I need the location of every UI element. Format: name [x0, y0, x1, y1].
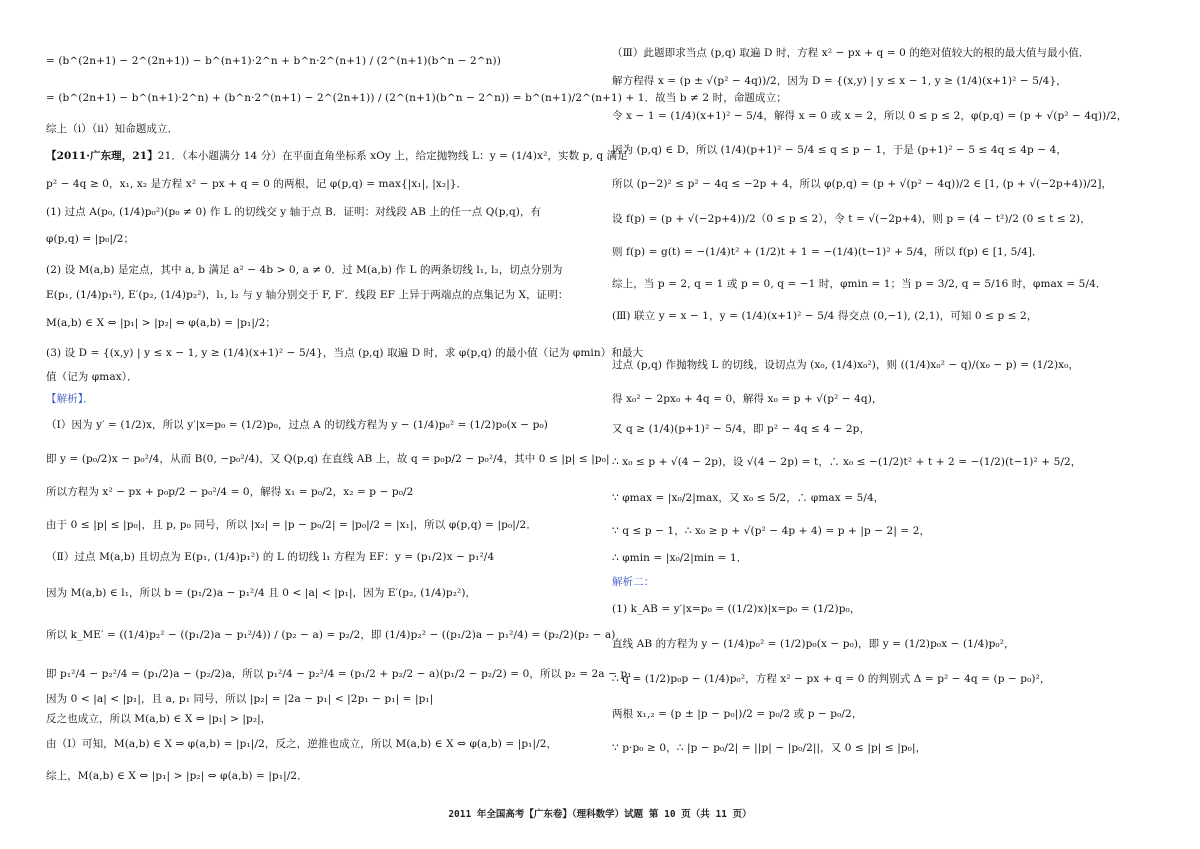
equation-line: = (b^(2n+1) − b^(n+1)·2^n) + (b^n·2^(n+1) − 2^(2n+1)) / (2^(n+1)(b^n − 2^n)) = b^(n+1)/2^(n+1) + 1．故当 b ≠ 2 时，命题成立；	[46, 92, 787, 104]
solution-line: 综上，M(a,b) ∈ X ⇔ |p₁| > |p₂| ⇔ φ(a,b) = |p₁|/2．	[46, 770, 308, 782]
solution-line: ∴ q = (1/2)p₀p − (1/4)p₀²，方程 x² − px + q = 0 的判别式 Δ = p² − 4q = (p − p₀)²，	[612, 673, 1051, 685]
solution-line: 得 x₀² − 2px₀ + 4q = 0，解得 x₀ = p + √(p² − 4q)，	[612, 393, 883, 405]
solution-line: 因为 M(a,b) ∈ l₁，所以 b = (p₁/2)a − p₁²/4 且 0 < |a| < |p₁|，因为 E′(p₂, (1/4)p₂²)，	[46, 587, 477, 599]
solution-line: 综上，当 p = 2, q = 1 或 p = 0, q = −1 时，φmin = 1；当 p = 3/2, q = 5/16 时，φmax = 5/4．	[612, 278, 1107, 290]
solution-line: 由于 0 ≤ |p| ≤ |p₀|，且 p, p₀ 同号，所以 |x₂| = |p − p₀/2| = |p₀|/2 = |x₁|，所以 φ(p,q) = |p₀|/2．	[46, 519, 537, 531]
solution-line: 所以 (p−2)² ≤ p² − 4q ≤ −2p + 4，所以 φ(p,q) = (p + √(p² − 4q))/2 ∈ [1, (p + √(−2p+4))/2]，	[612, 178, 1113, 190]
solution-line: (Ⅲ) 联立 y = x − 1，y = (1/4)(x+1)² − 5/4 得交点 (0,−1), (2,1)，可知 0 ≤ p ≤ 2，	[612, 310, 1038, 322]
solution-line: （Ⅲ）此题即求当点 (p,q) 取遍 D 时，方程 x² − px + q = 0 的绝对值较大的根的最大值与最小值．	[612, 47, 1090, 59]
problem-line: p² − 4q ≥ 0，x₁, x₂ 是方程 x² − px + q = 0 的两根，记 φ(p,q) = max{|x₁|, |x₂|}．	[46, 178, 468, 190]
problem-line: M(a,b) ∈ X ⇔ |p₁| > |p₂| ⇔ φ(a,b) = |p₁|/2；	[46, 317, 276, 329]
solution-line: 又 q ≥ (1/4)(p+1)² − 5/4，即 p² − 4q ≤ 4 − 2p，	[612, 423, 871, 435]
solution-line: ∵ q ≤ p − 1，∴ x₀ ≥ p + √(p² − 4p + 4) = p + |p − 2| = 2，	[612, 525, 931, 537]
solution-line: 过点 (p,q) 作抛物线 L 的切线，设切点为 (x₀, (1/4)x₀²)，则 ((1/4)x₀² − q)/(x₀ − p) = (1/2)x₀，	[612, 359, 1080, 371]
solution-two-label: 解析二：	[612, 576, 655, 588]
solution-line: 即 p₁²/4 − p₂²/4 = (p₁/2)a − (p₂/2)a，所以 p₁²/4 − p₂²/4 = (p₁/2 + p₂/2 − a)(p₁/2 − p₂/2) = 0，所以 p₂ = 2a − p₁	[46, 668, 632, 680]
solution-line: 即 y = (p₀/2)x − p₀²/4，从而 B(0, −p₀²/4)，又 Q(p,q) 在直线 AB 上，故 q = p₀p/2 − p₀²/4，其中 0 ≤ |p| ≤ |p₀|	[46, 453, 610, 465]
solution-line: （Ⅱ）过点 M(a,b) 且切点为 E(p₁, (1/4)p₁²) 的 L 的切线 l₁ 方程为 EF：y = (p₁/2)x − p₁²/4	[46, 551, 495, 563]
problem-statement: 21．（本小题满分 14 分）在平面直角坐标系 xOy 上，给定抛物线 L：y = (1/4)x²，实数 p, q 满足	[157, 150, 628, 162]
solution-line: 因为 0 < |a| < |p₁|，且 a, p₁ 同号，所以 |p₂| = |2a − p₁| < |2p₁ − p₁| = |p₁|	[46, 693, 434, 705]
problem-header	[46, 149, 628, 163]
solution-line: 所以 k_ME′ = ((1/4)p₂² − ((p₁/2)a − p₁²/4)) / (p₂ − a) = p₂/2，即 (1/4)p₂² − ((p₁/2)a − p₁²/4) = (p₂/2)(p₂ − a)	[46, 629, 616, 641]
solution-line: ∵ φmax = |x₀/2|max，又 x₀ ≤ 5/2，∴ φmax = 5/4，	[612, 492, 885, 504]
solution-line: 两根 x₁,₂ = (p ± |p − p₀|)/2 = p₀/2 或 p − p₀/2，	[612, 708, 863, 720]
solution-line: （Ⅰ）因为 y′ = (1/2)x，所以 y′|x=p₀ = (1/2)p₀，过点 A 的切线方程为 y − (1/4)p₀² = (1/2)p₀(x − p₀)	[46, 419, 548, 431]
solution-line: 反之也成立，所以 M(a,b) ∈ X ⇔ |p₁| > |p₂|，	[46, 713, 272, 725]
equation-line: = (b^(2n+1) − 2^(2n+1)) − b^(n+1)·2^n + b^n·2^(n+1) / (2^(n+1)(b^n − 2^n))	[46, 55, 501, 67]
solution-line: 则 f(p) = g(t) = −(1/4)t² + (1/2)t + 1 = −(1/4)(t−1)² + 5/4，所以 f(p) ∈ [1, 5/4]．	[612, 246, 1043, 258]
page-footer: 2011 年全国高考【广东卷】（理科数学）试题 第 10 页（共 11 页）	[448, 809, 752, 820]
conclusion-line: 综上（ⅰ）（ⅱ）知命题成立．	[46, 123, 179, 135]
solution-line: ∴ x₀ ≤ p + √(4 − 2p)，设 √(4 − 2p) = t，∴ x₀ ≤ −(1/2)t² + t + 2 = −(1/2)(t−1)² + 5/2，	[612, 456, 1082, 468]
solution-line: 由（Ⅰ）可知，M(a,b) ∈ X ⇒ φ(a,b) = |p₁|/2，反之，逆推也成立，所以 M(a,b) ∈ X ⇔ φ(a,b) = |p₁|/2，	[46, 738, 558, 750]
problem-line: φ(p,q) = |p₀|/2；	[46, 233, 135, 245]
source-tag: 【2011·广东理，21】	[46, 150, 158, 162]
problem-line: E(p₁, (1/4)p₁²), E′(p₂, (1/4)p₂²)，l₁, l₂ 与 y 轴分别交于 F, F′．线段 EF 上异于两端点的点集记为 X，证明：	[46, 289, 569, 301]
solution-line: 直线 AB 的方程为 y − (1/4)p₀² = (1/2)p₀(x − p₀)，即 y = (1/2)p₀x − (1/4)p₀²，	[612, 638, 1015, 650]
question-2: (2) 设 M(a,b) 是定点，其中 a, b 满足 a² − 4b > 0, a ≠ 0．过 M(a,b) 作 L 的两条切线 l₁, l₂，切点分别为	[46, 264, 563, 276]
problem-line: 值（记为 φmax）．	[46, 371, 138, 383]
solution-line: 因为 (p,q) ∈ D，所以 (1/4)(p+1)² − 5/4 ≤ q ≤ p − 1，于是 (p+1)² − 5 ≤ 4q ≤ 4p − 4，	[612, 144, 1068, 156]
question-3: (3) 设 D = {(x,y) | y ≤ x − 1, y ≥ (1/4)(x+1)² − 5/4}，当点 (p,q) 取遍 D 时，求 φ(p,q) 的最小值（记为 φmin）和最大	[46, 347, 644, 359]
solution-line: ∵ p·p₀ ≥ 0，∴ |p − p₀/2| = ||p| − |p₀/2||，又 0 ≤ |p| ≤ |p₀|，	[612, 742, 927, 754]
question-1: (1) 过点 A(p₀, (1/4)p₀²)(p₀ ≠ 0) 作 L 的切线交 y 轴于点 B．证明：对线段 AB 上的任一点 Q(p,q)，有	[46, 206, 542, 218]
solution-line: 设 f(p) = (p + √(−2p+4))/2（0 ≤ p ≤ 2），令 t = √(−2p+4)，则 p = (4 − t²)/2 (0 ≤ t ≤ 2)，	[612, 213, 1091, 225]
solution-label: 【解析】．	[46, 393, 94, 405]
solution-line: 令 x − 1 = (1/4)(x+1)² − 5/4，解得 x = 0 或 x = 2，所以 0 ≤ p ≤ 2，φ(p,q) = (p + √(p² − 4q))/2，	[612, 110, 1128, 122]
solution-line: 所以方程为 x² − px + p₀p/2 − p₀²/4 = 0，解得 x₁ = p₀/2，x₂ = p − p₀/2	[46, 486, 414, 498]
solution-line: ∴ φmin = |x₀/2|min = 1．	[612, 552, 748, 564]
solution-line: (1) k_AB = y′|x=p₀ = ((1/2)x)|x=p₀ = (1/2)p₀，	[612, 603, 861, 615]
solution-line: 解方程得 x = (p ± √(p² − 4q))/2，因为 D = {(x,y) | y ≤ x − 1, y ≥ (1/4)(x+1)² − 5/4}，	[612, 75, 1067, 87]
